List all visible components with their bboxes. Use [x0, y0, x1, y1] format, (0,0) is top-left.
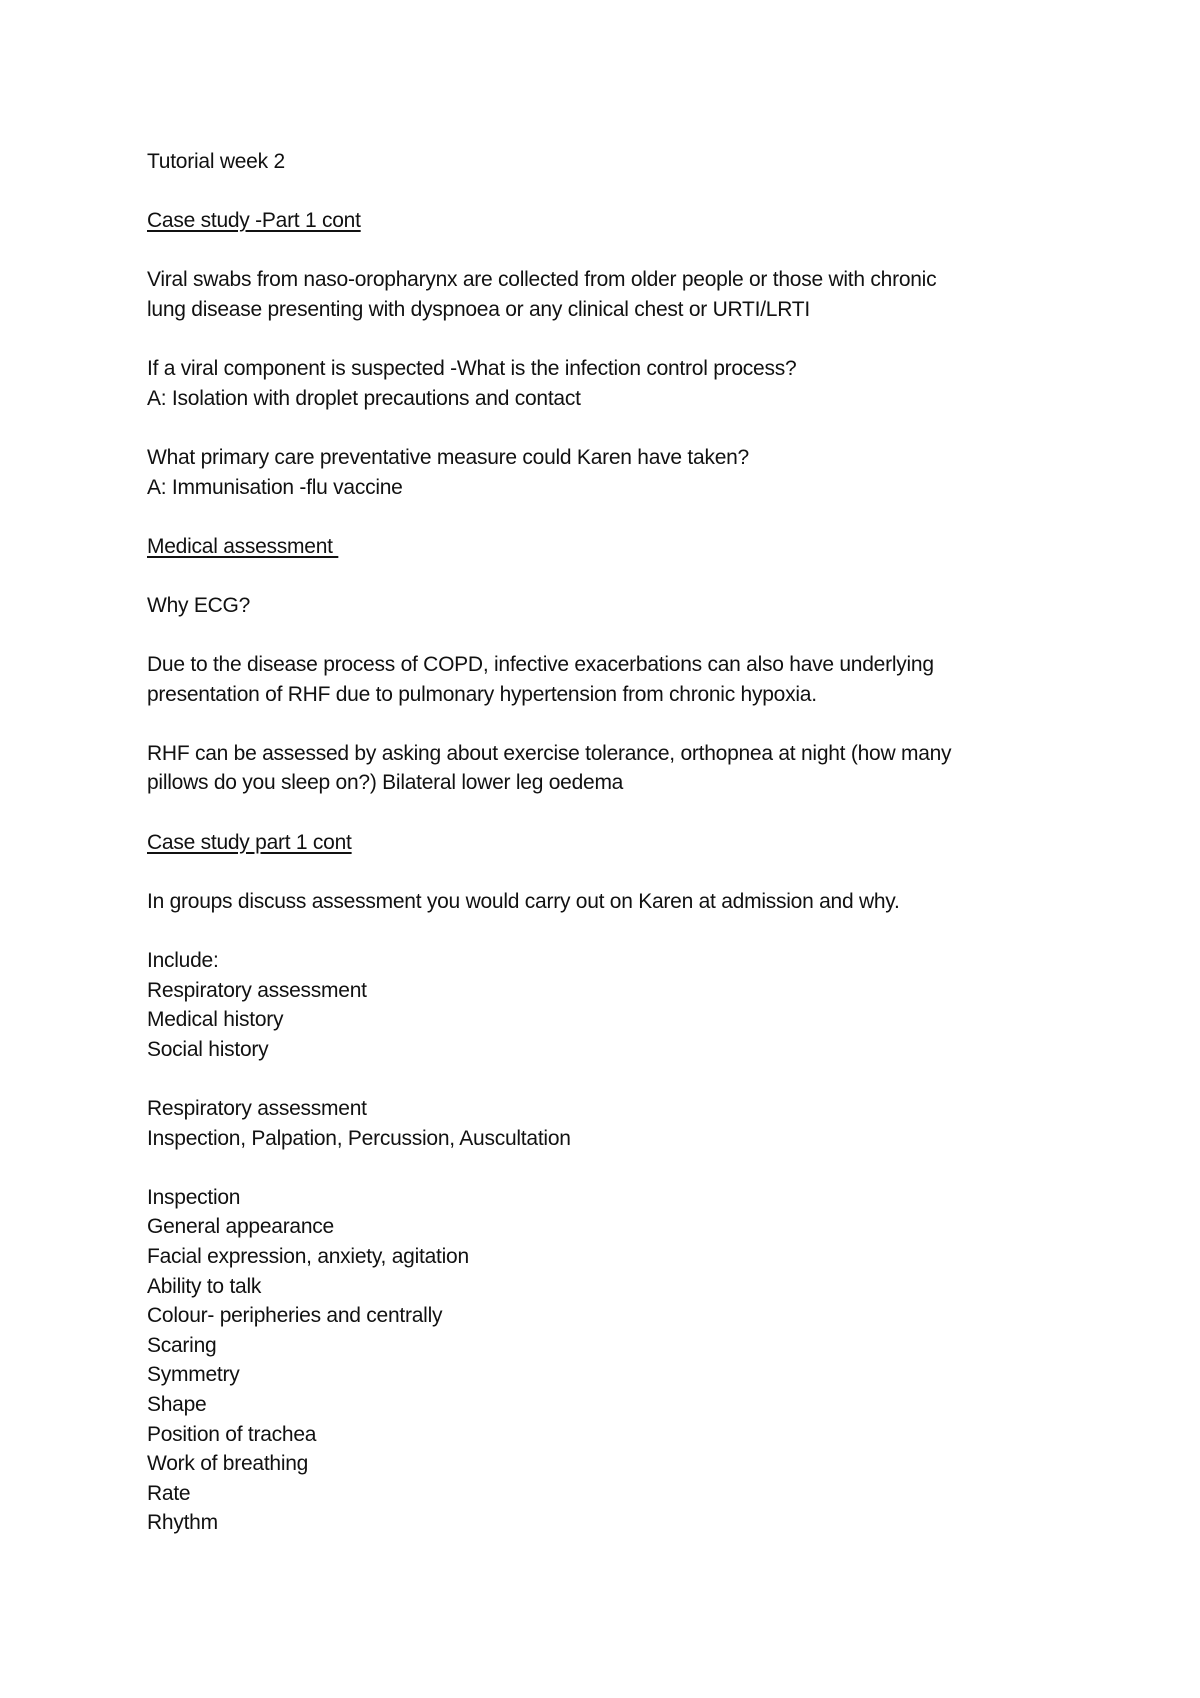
include-item: Medical history: [147, 1008, 284, 1032]
section-heading-case-study-part-1: Case study part 1 cont: [147, 830, 352, 854]
include-item: Social history: [147, 1037, 269, 1061]
inspection-item: Facial expression, anxiety, agitation: [147, 1244, 469, 1268]
section-heading-case-study: Case study -Part 1 cont: [147, 209, 361, 233]
rhf-paragraph-line-2: pillows do you sleep on?) Bilateral lower leg oedema: [147, 771, 624, 795]
include-label: Include:: [147, 949, 219, 973]
inspection-item: Ability to talk: [147, 1274, 262, 1298]
respiratory-assessment-methods: Inspection, Palpation, Percussion, Auscultation: [147, 1126, 571, 1150]
respiratory-assessment-heading: Respiratory assessment: [147, 1097, 367, 1120]
document-body: [147, 147, 1067, 1538]
inspection-item: Shape: [147, 1392, 207, 1416]
question-preventative-measure: What primary care preventative measure could Karen have taken?: [147, 445, 749, 469]
inspection-item: Rhythm: [147, 1511, 218, 1535]
intro-line-2: lung disease presenting with dyspnoea or any clinical chest or URTI/LRTI: [147, 297, 810, 321]
inspection-item: Colour- peripheries and centrally: [147, 1304, 443, 1328]
ecg-paragraph-line-1: Due to the disease process of COPD, infective exacerbations can also have underlying: [147, 653, 934, 677]
inspection-item: Position of trachea: [147, 1422, 317, 1446]
inspection-item: Rate: [147, 1481, 191, 1505]
document-title: Tutorial week 2: [147, 150, 285, 173]
question-why-ecg: Why ECG?: [147, 593, 251, 617]
group-discussion-prompt: In groups discuss assessment you would carry out on Karen at admission and why.: [147, 889, 900, 913]
answer-infection-control: A: Isolation with droplet precautions and contact: [147, 386, 581, 410]
section-heading-medical-assessment: Medical assessment: [147, 534, 339, 558]
inspection-heading: Inspection: [147, 1185, 241, 1209]
inspection-item: Symmetry: [147, 1363, 240, 1387]
inspection-item: Work of breathing: [147, 1452, 309, 1476]
ecg-paragraph-line-2: presentation of RHF due to pulmonary hypertension from chronic hypoxia.: [147, 682, 817, 706]
rhf-paragraph-line-1: RHF can be assessed by asking about exercise tolerance, orthopnea at night (how many: [147, 741, 952, 765]
answer-preventative-measure: A: Immunisation -flu vaccine: [147, 475, 403, 499]
inspection-item: Scaring: [147, 1333, 217, 1357]
question-infection-control: If a viral component is suspected -What is the infection control process?: [147, 357, 797, 381]
inspection-item: General appearance: [147, 1215, 334, 1239]
intro-line-1: Viral swabs from naso-oropharynx are collected from older people or those with chronic: [147, 268, 937, 292]
include-item: Respiratory assessment: [147, 978, 367, 1002]
